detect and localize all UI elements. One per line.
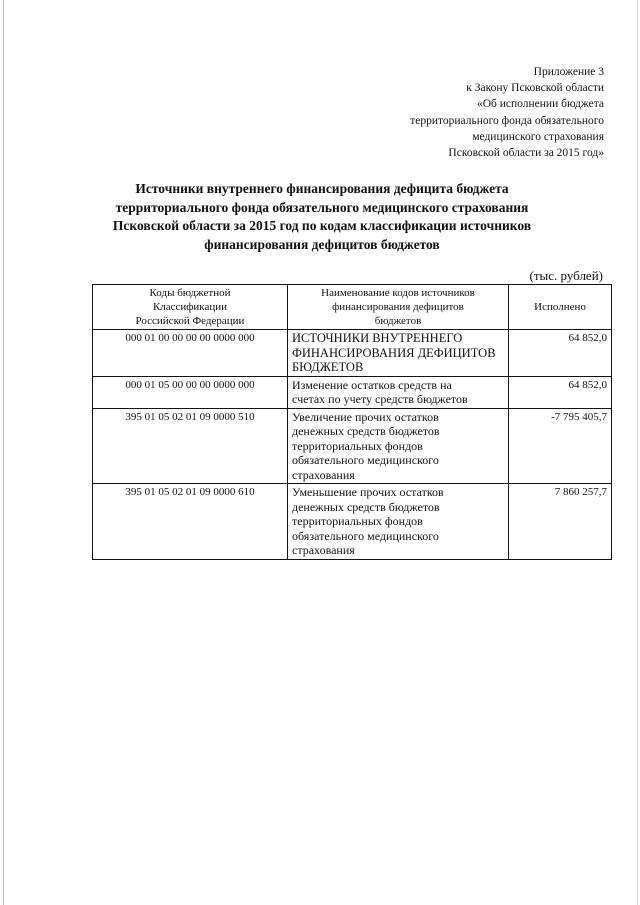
row-name-line: Уменьшение прочих остатков [292,485,444,499]
row-code: 000 01 05 00 00 00 0000 000 [93,376,288,408]
row-name-line: обязательного медицинского [292,528,439,543]
appendix-line: Псковской области за 2015 год» [448,147,604,160]
appendix-line: «Об исполнении бюджета [476,98,604,111]
units-label: (тыс. рублей) [529,268,603,283]
row-name-line: обязательного медицинского [292,453,439,467]
row-name [288,484,509,560]
header-code-line: Российской Федерации [135,315,245,327]
appendix-note [410,64,604,161]
row-name-line: страхования [292,543,355,557]
row-value: 7 860 257,7 [509,484,612,560]
appendix-line: медицинского страхования [472,130,604,143]
table-row [93,376,612,408]
row-name-line: территориальных фондов [292,438,423,453]
row-code: 000 01 00 00 00 00 0000 000 [93,330,288,377]
header-code-line: Классификации [152,301,228,313]
row-name [288,408,509,484]
row-value: 64 852,0 [509,376,612,408]
title-line: Псковской области за 2015 год по кодам классификации источников [112,218,532,234]
row-name-line: Изменение остатков средств на [292,377,452,392]
header-value: Исполнено [509,285,612,330]
header-code [93,285,288,330]
page-right-edge [637,0,638,905]
appendix-line: к Закону Псковской области [466,82,604,95]
row-name [288,330,509,377]
row-name-line: денежных средств бюджетов [292,424,440,438]
table-row [93,484,612,560]
row-name-line: счетах по учету средств бюджетов [292,392,468,406]
row-name-line: ФИНАНСИРОВАНИЯ ДЕФИЦИТОВ [292,345,496,360]
title-line: финансирования дефицитов бюджетов [204,236,440,252]
table-header-row [93,285,612,330]
appendix-line: Приложение 3 [533,66,604,78]
table-row [93,408,612,484]
row-name [288,376,509,408]
row-value: -7 795 405,7 [509,408,612,484]
row-name-line: ИСТОЧНИКИ ВНУТРЕННЕГО [292,331,463,345]
header-name-line: бюджетов [374,315,422,327]
row-name-line: территориальных фондов [292,514,423,528]
sources-table [92,284,612,560]
row-name-line: БЮДЖЕТОВ [292,360,364,374]
header-name-line: финансирования дефицитов [332,301,464,313]
row-value: 64 852,0 [509,330,612,377]
row-name-line: Увеличение прочих остатков [292,409,439,424]
row-name-line: денежных средств бюджетов [292,499,440,514]
title-line: территориального фонда обязательного медицинского страхования [115,199,529,215]
header-name-line: Наименование кодов источников [321,287,475,299]
header-name [288,285,509,330]
header-code-line: Коды бюджетной [149,287,231,299]
appendix-line: территориального фонда обязательного [410,114,604,127]
row-code: 395 01 05 02 01 09 0000 610 [93,484,288,560]
document-title [96,180,548,254]
table-row [93,330,612,377]
title-line: Источники внутреннего финансирования дефицита бюджета [135,181,509,196]
row-code: 395 01 05 02 01 09 0000 510 [93,408,288,484]
page-left-edge [3,0,4,905]
row-name-line: страхования [292,467,355,482]
